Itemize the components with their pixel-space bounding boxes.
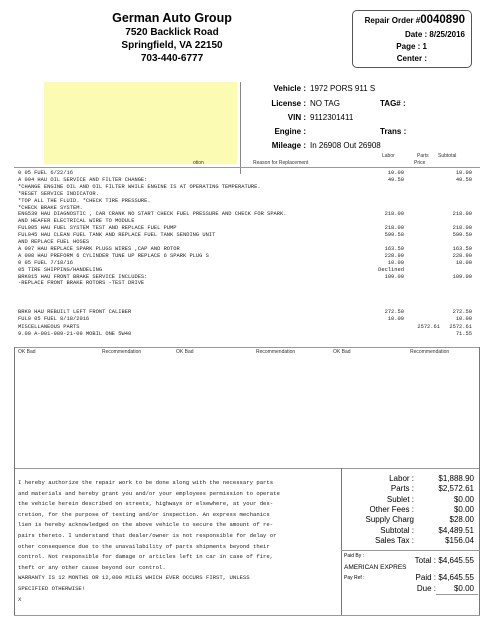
line-item-labor: 109.00 [384,273,404,280]
line-item-subtotal: 49.50 [455,176,472,183]
line-item-labor: 10.00 [387,259,404,266]
shop-city: Springfield, VA 22150 [121,40,223,51]
header-rule-top [14,167,480,168]
line-item-labor: 599.50 [384,232,404,239]
paid-label: Paid : [415,573,436,582]
line-item-labor: 163.50 [384,245,404,252]
line-item-text: A 008 HAU PREFORM 6 CYLINDER TUNE UP REPLACE 6 SPARK PLUG S [18,252,209,259]
authorization-line: SPECIFIED OTHERWISE! [18,584,86,592]
line-item-subtotal: 10.00 [455,316,472,323]
total-row-label: Subtotal : [380,525,414,535]
repair-order-value: 0040890 [420,14,465,26]
line-item-text: ENG539 HAU DIAGNOSTIC , CAR CRANK NO START CHECK FUEL PRESSURE AND CHECK FOR SPARK. [18,211,287,218]
line-item-subtotal: 228.90 [452,252,472,259]
authorization-line: theft or any other cause beyond our control. [18,563,166,571]
mileage-value: In 26908 Out 26908 [310,141,381,150]
repair-order-number [353,14,465,26]
col-parts: Parts [417,153,429,159]
repair-order-page [353,42,465,51]
authorization-line: other consequence due to the unavailability of parts shipments beyond their [18,542,270,550]
col-reason: Reason for Replacement [253,160,309,166]
line-item-text: A 007 HAU REPLACE SPARK PLUGS WIRES ,CAP AND ROTOR [18,245,180,252]
line-item-text: 0 05 FUEL 7/18/16 [18,259,73,266]
page-value: 1 [422,42,427,51]
line-item-labor: 272.50 [384,309,404,315]
line-item-text: *RESET SERVICE INDICATOR. [18,190,99,197]
vin-value: 9112301411 [310,113,354,122]
rec-label-2: Recommendation [256,349,296,355]
authorization-line: control. Not responsible for damage or articles left in car in case of fire, [18,553,274,561]
shop-address: 7520 Backlick Road [125,27,219,38]
line-item-text: 05 TIRE SHIPPING/HANDELING [18,266,103,273]
due-label: Due : [416,584,436,593]
recommend-rule [14,347,480,348]
total-value: $4,645.55 [438,556,474,565]
authorization-line: WARRANTY IS 12 MONTHS OR 12,000 MILES WHICH EVER OCCURS FIRST, UNLESS [18,574,250,582]
authorization-line: I hereby authorize the repair work to be done along with the necessary parts [18,479,274,486]
total-row-label: Parts : [390,484,414,494]
due-value: $0.00 [453,584,474,593]
license-value: NO TAG [310,99,340,108]
total-row-value: $156.04 [445,535,474,545]
line-item-subtotal: 10.00 [455,259,472,266]
line-item-subtotal: 71.55 [455,331,472,338]
rec-ok-bad-2: OK Bad [176,349,194,355]
authorization-line: lien is hereby acknowledged on the above vehicle to secure the amount of re- [18,521,274,529]
line-item-text: *CHECK BRAKE SYSTEM. [18,204,83,211]
rec-ok-bad-1: OK Bad [18,349,36,355]
left-border [14,347,15,615]
rec-label-1: Recommendation [102,349,142,355]
paid-by-label: Paid By : [344,553,365,559]
repair-order-label: Repair Order # [364,16,421,25]
totals-rule [341,550,480,551]
col-subtotal: Subtotal [438,153,457,159]
engine-label: Engine : [274,127,306,136]
total-row-label: Other Fees : [369,504,414,514]
line-item-text: AND HEAFER ELECTRICAL WIRE TO MODULE [18,218,135,225]
total-row-value: $0.00 [453,494,474,504]
customer-info-redacted [44,82,237,164]
shop-header [92,11,252,65]
total-row-value: $1,888.90 [438,474,474,483]
line-item-text: FUL0 05 FUEL 8/18/2016 [18,316,90,323]
authorization-line: cretion, for the purpose of testing and/or inspection. An express mechanics [18,510,270,518]
rec-label-3: Recommendation [410,349,450,355]
authorization-line: the vehicle herein described on streets, highways or elsewhere, at your des- [18,500,274,508]
page-label: Page : [396,42,421,51]
line-item-text: *TOP ALL THE FLUID. *CHECK TIRE PRESSURE. [18,197,151,204]
center-label: Center : [396,54,427,63]
due-underline [436,594,478,595]
authorization-line: pairs thereto. I understand that dealer/owner is not responsible for delay or [18,531,277,539]
line-item-subtotal: 272.50 [452,309,472,315]
license-label: License : [271,99,306,108]
line-item-text: 9.00 A-001-989-21-09 MOBIL ONE 5W40 [18,331,132,338]
line-item-subtotal: 218.00 [452,211,472,218]
pay-ref-label: Pay Ref : [344,575,365,581]
total-row-label: Sublet : [386,494,414,504]
tag-label: TAG# : [380,99,406,108]
repair-order-date [353,30,465,39]
total-row-value: $2,572.61 [438,484,474,494]
col-description: otion [193,160,204,166]
col-labor: Labor [382,153,395,159]
line-item-text: 0 05 FUEL 6/22/16 [18,170,73,176]
authorization-text [18,478,340,605]
line-item-subtotal: 163.50 [452,245,472,252]
line-item-text: FUL005 HAU FUEL SYSTEM TEST AND REPLACE FUEL PUMP [18,225,177,232]
vehicle-label: Vehicle : [273,84,306,93]
total-row-label: Labor : [389,474,414,483]
col-price: Price [414,160,426,166]
total-label: Total : [414,556,436,565]
totals-divider [341,468,342,615]
line-item-text: BRK0 HAU REBUILT LEFT FRONT CALIBER [18,309,132,315]
line-item-text: FUL045 HAU CLEAN FUEL TANK AND REPLACE FUEL TANK SENDING UNIT [18,232,216,239]
line-item-text: A 004 HAU OIL SERVICE AND FILTER CHANGE: [18,176,148,183]
line-item-text: BRK015 HAU FRONT BRAKE SERVICE INCLUDES: [18,273,148,280]
mileage-label: Mileage : [271,141,306,150]
vehicle-value: 1972 PORS 911 S [310,84,376,93]
line-item-subtotal: 218.00 [452,225,472,232]
authorization-line: X [18,595,22,603]
shop-name: German Auto Group [112,11,232,25]
date-label: Date : [404,30,428,39]
authorization-line: and materials and hereby grant you and/or your employees permission to operate [18,489,280,497]
line-item-text: MISCELLANEOUS PARTS [18,323,80,330]
line-item-text: AND REPLACE FUEL HOSES [18,239,90,245]
line-item-labor: 10.00 [387,316,404,323]
line-item-parts: 2572.61 [417,323,440,330]
line-item-labor: 218.00 [384,211,404,218]
line-item-text: *CHANGE ENGINE OIL AND OIL FILTER WHILE ENGINE IS AT OPERATING TEMPERATURE. [18,183,261,190]
line-item-subtotal: 10.00 [455,170,472,176]
line-item-labor: 218.00 [384,225,404,232]
total-row-value: $4,489.51 [438,525,474,535]
line-item-subtotal: 599.50 [452,232,472,239]
line-item-labor: 228.90 [384,252,404,259]
shop-phone: 703-440-6777 [140,53,204,64]
repair-order-center [353,54,465,63]
line-item-subtotal: 109.00 [452,273,472,280]
line-item-labor: Declined [378,266,404,273]
total-row-label: Sales Tax : [375,535,414,545]
total-row-value: $0.00 [453,504,474,514]
vin-label: VIN : [287,113,306,122]
bottom-rule [14,615,480,616]
line-item-labor: 49.50 [387,176,404,183]
trans-label: Trans : [380,127,407,136]
right-border [479,347,480,615]
repair-order-box [352,10,472,68]
paid-value: $4,645.55 [438,573,474,582]
line-item-subtotal: 2572.61 [449,323,472,330]
line-item-labor: 10.00 [387,170,404,176]
line-item-text: -REPLACE FRONT BRAKE ROTORS -TEST DRIVE [18,280,145,287]
date-value: 8/25/2016 [429,30,465,39]
vehicle-divider [240,82,241,174]
payment-method: AMERICAN EXPRES [344,564,407,571]
total-row-label: Supply Charg [365,515,414,525]
total-row-value: $28.00 [449,515,474,525]
rec-ok-bad-3: OK Bad [333,349,351,355]
recommend-rule-bottom [14,468,480,469]
